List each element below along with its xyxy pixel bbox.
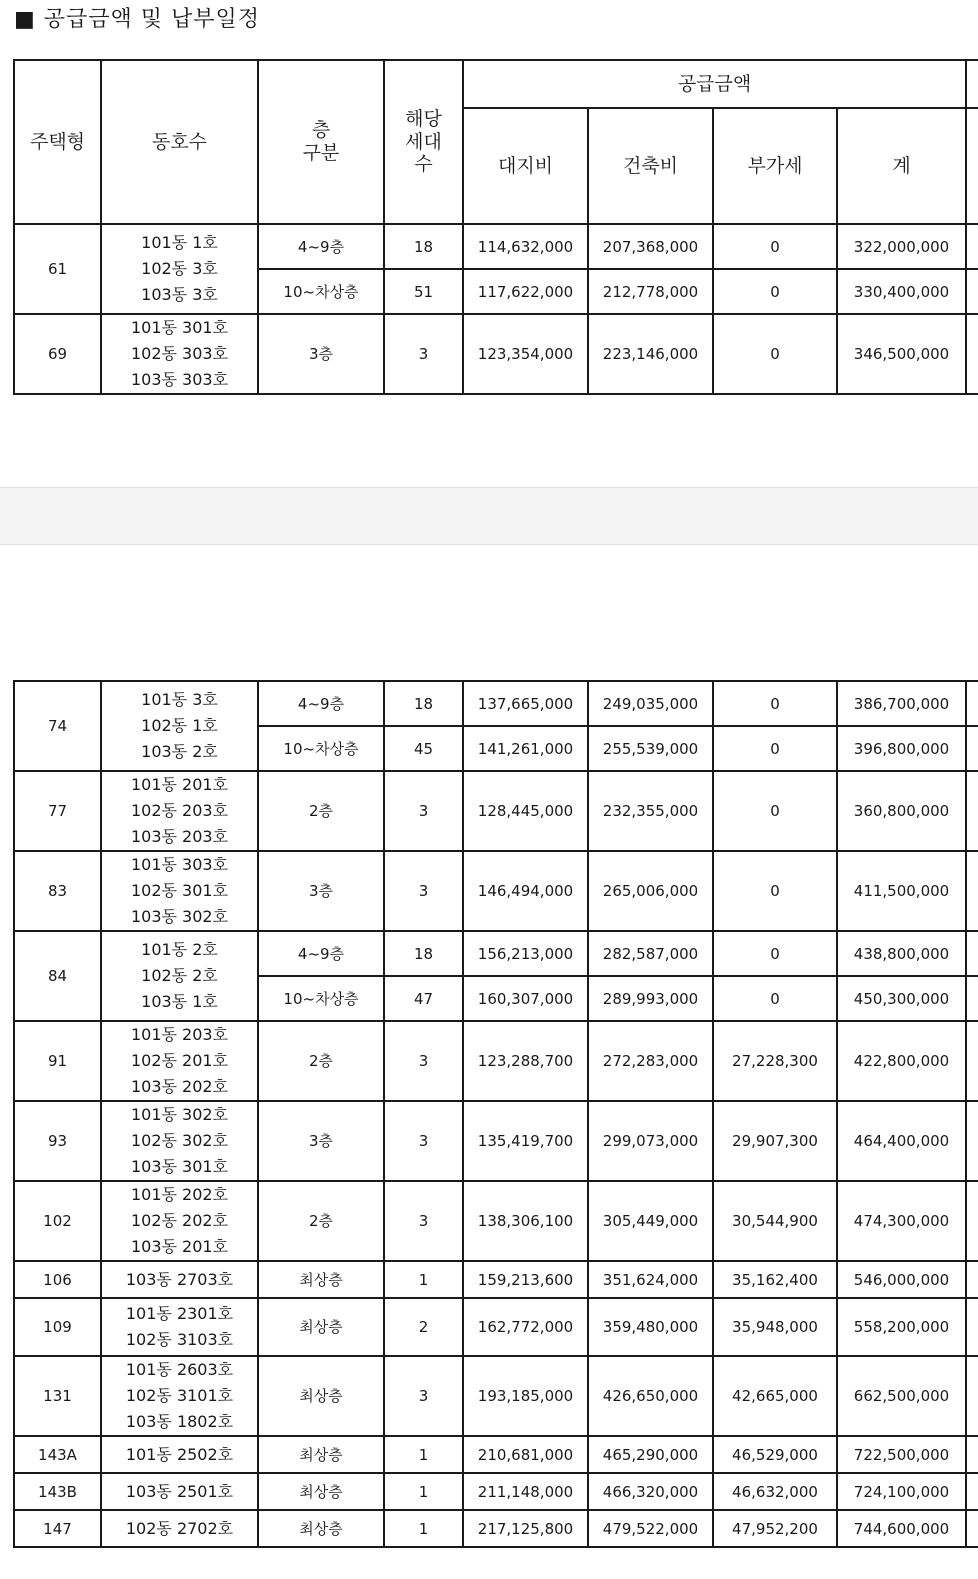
table-row	[14, 851, 978, 931]
cell-total: 346,500,000	[837, 314, 966, 394]
unit-line: 102동 3103호	[125, 1330, 234, 1349]
cell-housing-type: 147	[14, 1510, 101, 1547]
table-row	[14, 1181, 978, 1261]
cell-vat: 35,948,000	[713, 1298, 837, 1356]
cell-total: 722,500,000	[837, 1436, 966, 1473]
cell-total: 386,700,000	[837, 681, 966, 726]
table-row	[14, 314, 978, 394]
cell-floor: 10~차상층	[258, 976, 384, 1021]
cell-housing-type: 69	[14, 314, 101, 394]
cell-housing-type: 83	[14, 851, 101, 931]
cell-floor: 최상층	[258, 1473, 384, 1510]
cell-building: 351,624,000	[588, 1261, 713, 1298]
table-row	[14, 681, 978, 726]
header-households-line2: 세대	[405, 130, 442, 153]
cell-units	[101, 314, 258, 394]
cell-households: 2	[384, 1298, 463, 1356]
unit-line: 101동 201호	[130, 775, 229, 794]
header-total: 계	[837, 108, 966, 224]
cell-cut-off	[966, 1261, 978, 1298]
cell-households: 18	[384, 681, 463, 726]
cell-building: 265,006,000	[588, 851, 713, 931]
cell-total: 662,500,000	[837, 1356, 966, 1436]
cell-floor: 최상층	[258, 1298, 384, 1356]
cell-total: 450,300,000	[837, 976, 966, 1021]
cell-building: 426,650,000	[588, 1356, 713, 1436]
cell-units	[101, 851, 258, 931]
cell-cut-off	[966, 269, 978, 314]
cell-cut-off	[966, 1101, 978, 1181]
cell-units	[101, 931, 258, 1021]
header-vat: 부가세	[713, 108, 837, 224]
cell-land: 160,307,000	[463, 976, 588, 1021]
cell-floor: 3층	[258, 1101, 384, 1181]
unit-line: 102동 301호	[130, 881, 229, 900]
cell-units	[101, 771, 258, 851]
header-units: 동호수	[101, 60, 258, 224]
table-row	[14, 1021, 978, 1101]
table-row	[14, 224, 978, 269]
cell-cut-off	[966, 314, 978, 394]
unit-line: 102동 302호	[130, 1131, 229, 1150]
cell-cut-off	[966, 851, 978, 931]
cell-total: 474,300,000	[837, 1181, 966, 1261]
cell-building: 272,283,000	[588, 1021, 713, 1101]
unit-line: 103동 301호	[130, 1157, 229, 1176]
header-land: 대지비	[463, 108, 588, 224]
supply-price-table-bottom	[13, 680, 978, 1548]
cell-building: 289,993,000	[588, 976, 713, 1021]
cell-households: 51	[384, 269, 463, 314]
cell-cut-off	[966, 1436, 978, 1473]
cell-building: 479,522,000	[588, 1510, 713, 1547]
cell-total: 744,600,000	[837, 1510, 966, 1547]
cell-housing-type: 61	[14, 224, 101, 314]
unit-line: 103동 303호	[130, 370, 229, 389]
cell-total: 438,800,000	[837, 931, 966, 976]
unit-line: 102동 2702호	[125, 1518, 234, 1538]
cell-building: 465,290,000	[588, 1436, 713, 1473]
cell-floor: 2층	[258, 1181, 384, 1261]
cell-vat: 46,529,000	[713, 1436, 837, 1473]
cell-total: 411,500,000	[837, 851, 966, 931]
unit-line: 103동 202호	[130, 1077, 229, 1096]
unit-line: 101동 1호	[141, 233, 218, 252]
cell-households: 1	[384, 1436, 463, 1473]
cell-housing-type: 102	[14, 1181, 101, 1261]
cell-floor: 10~차상층	[258, 269, 384, 314]
unit-line: 103동 2703호	[125, 1269, 234, 1289]
cell-units	[101, 1181, 258, 1261]
table-row	[14, 1298, 978, 1356]
cell-units	[101, 1510, 258, 1547]
cell-units	[101, 1356, 258, 1436]
cell-land: 114,632,000	[463, 224, 588, 269]
cell-land: 217,125,800	[463, 1510, 588, 1547]
cell-floor: 최상층	[258, 1261, 384, 1298]
cell-vat: 42,665,000	[713, 1356, 837, 1436]
cell-building: 299,073,000	[588, 1101, 713, 1181]
cell-total: 330,400,000	[837, 269, 966, 314]
table-row	[14, 1473, 978, 1510]
table-row	[14, 1261, 978, 1298]
cell-vat: 29,907,300	[713, 1101, 837, 1181]
cell-land: 117,622,000	[463, 269, 588, 314]
cell-housing-type: 109	[14, 1298, 101, 1356]
cell-housing-type: 106	[14, 1261, 101, 1298]
cell-floor: 10~차상층	[258, 726, 384, 771]
cell-vat: 0	[713, 224, 837, 269]
cell-vat: 0	[713, 726, 837, 771]
cell-total: 464,400,000	[837, 1101, 966, 1181]
cell-vat: 0	[713, 851, 837, 931]
cell-land: 211,148,000	[463, 1473, 588, 1510]
cell-units	[101, 1101, 258, 1181]
cell-vat: 0	[713, 269, 837, 314]
section-title: ■ 공급금액 및 납부일정	[14, 7, 261, 32]
cell-floor: 최상층	[258, 1356, 384, 1436]
cell-housing-type: 77	[14, 771, 101, 851]
cell-vat: 30,544,900	[713, 1181, 837, 1261]
header-households-line3: 수	[414, 153, 433, 176]
cell-cut-off	[966, 931, 978, 976]
cell-cut-off	[966, 1181, 978, 1261]
cell-floor: 3층	[258, 851, 384, 931]
unit-line: 102동 3호	[141, 259, 218, 278]
cell-floor: 4~9층	[258, 681, 384, 726]
cell-units	[101, 681, 258, 771]
header-floor-line1: 층	[311, 119, 331, 142]
cell-total: 360,800,000	[837, 771, 966, 851]
cell-cut-off	[966, 1021, 978, 1101]
cell-vat: 35,162,400	[713, 1261, 837, 1298]
cell-vat: 0	[713, 771, 837, 851]
cell-total: 396,800,000	[837, 726, 966, 771]
cell-land: 123,288,700	[463, 1021, 588, 1101]
cell-cut-off	[966, 726, 978, 771]
cell-land: 162,772,000	[463, 1298, 588, 1356]
unit-line: 102동 1호	[141, 716, 218, 735]
header-building: 건축비	[588, 108, 713, 224]
cell-building: 249,035,000	[588, 681, 713, 726]
cell-floor: 최상층	[258, 1436, 384, 1473]
cell-cut-off	[966, 1510, 978, 1547]
cell-households: 47	[384, 976, 463, 1021]
cell-units	[101, 1261, 258, 1298]
cell-building: 232,355,000	[588, 771, 713, 851]
cell-floor: 4~9층	[258, 931, 384, 976]
cell-cut-off	[966, 224, 978, 269]
header-cut-off	[966, 60, 978, 108]
cell-cut-off	[966, 771, 978, 851]
cell-building: 305,449,000	[588, 1181, 713, 1261]
cell-housing-type: 84	[14, 931, 101, 1021]
cell-land: 146,494,000	[463, 851, 588, 931]
unit-line: 101동 2603호	[125, 1360, 234, 1379]
cell-cut-off	[966, 1473, 978, 1510]
unit-line: 102동 203호	[130, 801, 229, 820]
header-housing-type: 주택형	[14, 60, 101, 224]
table-row	[14, 1510, 978, 1547]
table-row	[14, 771, 978, 851]
header-supply-amount: 공급금액	[463, 60, 966, 108]
cell-housing-type: 74	[14, 681, 101, 771]
page-separator	[0, 487, 978, 545]
cell-land: 193,185,000	[463, 1356, 588, 1436]
unit-line: 102동 202호	[130, 1211, 229, 1230]
cell-households: 3	[384, 1021, 463, 1101]
header-households	[384, 60, 463, 224]
cell-households: 18	[384, 931, 463, 976]
cell-building: 282,587,000	[588, 931, 713, 976]
cell-land: 135,419,700	[463, 1101, 588, 1181]
cell-households: 3	[384, 314, 463, 394]
cell-vat: 0	[713, 314, 837, 394]
cell-households: 3	[384, 1181, 463, 1261]
unit-line: 101동 303호	[130, 855, 229, 874]
cell-land: 159,213,600	[463, 1261, 588, 1298]
header-cut-off	[966, 108, 978, 224]
table-row	[14, 931, 978, 976]
unit-line: 101동 2502호	[125, 1444, 234, 1464]
cell-building: 212,778,000	[588, 269, 713, 314]
cell-housing-type: 131	[14, 1356, 101, 1436]
cell-vat: 0	[713, 976, 837, 1021]
unit-line: 103동 2501호	[125, 1481, 234, 1501]
table-row	[14, 1356, 978, 1436]
cell-cut-off	[966, 976, 978, 1021]
unit-line: 102동 201호	[130, 1051, 229, 1070]
table-row	[14, 1101, 978, 1181]
cell-vat: 0	[713, 931, 837, 976]
cell-floor: 2층	[258, 771, 384, 851]
cell-cut-off	[966, 1356, 978, 1436]
unit-line: 101동 302호	[130, 1105, 229, 1124]
cell-households: 3	[384, 1101, 463, 1181]
cell-vat: 0	[713, 681, 837, 726]
unit-line: 103동 201호	[130, 1237, 229, 1256]
cell-land: 137,665,000	[463, 681, 588, 726]
cell-building: 207,368,000	[588, 224, 713, 269]
cell-land: 156,213,000	[463, 931, 588, 976]
cell-households: 3	[384, 1356, 463, 1436]
cell-units	[101, 1473, 258, 1510]
header-households-line1: 해당	[405, 107, 442, 130]
cell-total: 724,100,000	[837, 1473, 966, 1510]
supply-price-table-top	[13, 59, 978, 395]
cell-floor: 3층	[258, 314, 384, 394]
cell-cut-off	[966, 1298, 978, 1356]
unit-line: 101동 3호	[141, 690, 218, 709]
cell-building: 255,539,000	[588, 726, 713, 771]
unit-line: 102동 2호	[141, 966, 218, 985]
cell-units	[101, 224, 258, 314]
cell-households: 1	[384, 1261, 463, 1298]
cell-land: 128,445,000	[463, 771, 588, 851]
cell-land: 141,261,000	[463, 726, 588, 771]
cell-floor: 4~9층	[258, 224, 384, 269]
cell-land: 210,681,000	[463, 1436, 588, 1473]
table-row	[14, 1436, 978, 1473]
unit-line: 103동 1802호	[125, 1412, 234, 1431]
unit-line: 102동 3101호	[125, 1386, 234, 1405]
unit-line: 103동 1호	[141, 992, 218, 1011]
cell-building: 466,320,000	[588, 1473, 713, 1510]
unit-line: 103동 2호	[141, 742, 218, 761]
cell-households: 45	[384, 726, 463, 771]
unit-line: 101동 2호	[141, 940, 218, 959]
header-floor	[258, 60, 384, 224]
cell-units	[101, 1298, 258, 1356]
header-floor-line2: 구분	[302, 142, 340, 164]
cell-units	[101, 1021, 258, 1101]
cell-floor: 2층	[258, 1021, 384, 1101]
cell-housing-type: 143A	[14, 1436, 101, 1473]
cell-households: 18	[384, 224, 463, 269]
unit-line: 103동 3호	[141, 285, 218, 304]
cell-units	[101, 1436, 258, 1473]
cell-vat: 27,228,300	[713, 1021, 837, 1101]
cell-total: 322,000,000	[837, 224, 966, 269]
cell-land: 123,354,000	[463, 314, 588, 394]
cell-housing-type: 93	[14, 1101, 101, 1181]
unit-line: 101동 2301호	[125, 1304, 234, 1323]
unit-line: 103동 203호	[130, 827, 229, 846]
cell-building: 223,146,000	[588, 314, 713, 394]
cell-total: 422,800,000	[837, 1021, 966, 1101]
cell-cut-off	[966, 681, 978, 726]
unit-line: 101동 301호	[130, 318, 229, 337]
cell-land: 138,306,100	[463, 1181, 588, 1261]
cell-vat: 47,952,200	[713, 1510, 837, 1547]
unit-line: 101동 203호	[130, 1025, 229, 1044]
cell-total: 546,000,000	[837, 1261, 966, 1298]
cell-housing-type: 91	[14, 1021, 101, 1101]
unit-line: 103동 302호	[130, 907, 229, 926]
cell-floor: 최상층	[258, 1510, 384, 1547]
cell-households: 1	[384, 1473, 463, 1510]
unit-line: 101동 202호	[130, 1185, 229, 1204]
cell-vat: 46,632,000	[713, 1473, 837, 1510]
cell-households: 1	[384, 1510, 463, 1547]
cell-housing-type: 143B	[14, 1473, 101, 1510]
unit-line: 102동 303호	[130, 344, 229, 363]
cell-households: 3	[384, 851, 463, 931]
cell-households: 3	[384, 771, 463, 851]
cell-building: 359,480,000	[588, 1298, 713, 1356]
cell-total: 558,200,000	[837, 1298, 966, 1356]
